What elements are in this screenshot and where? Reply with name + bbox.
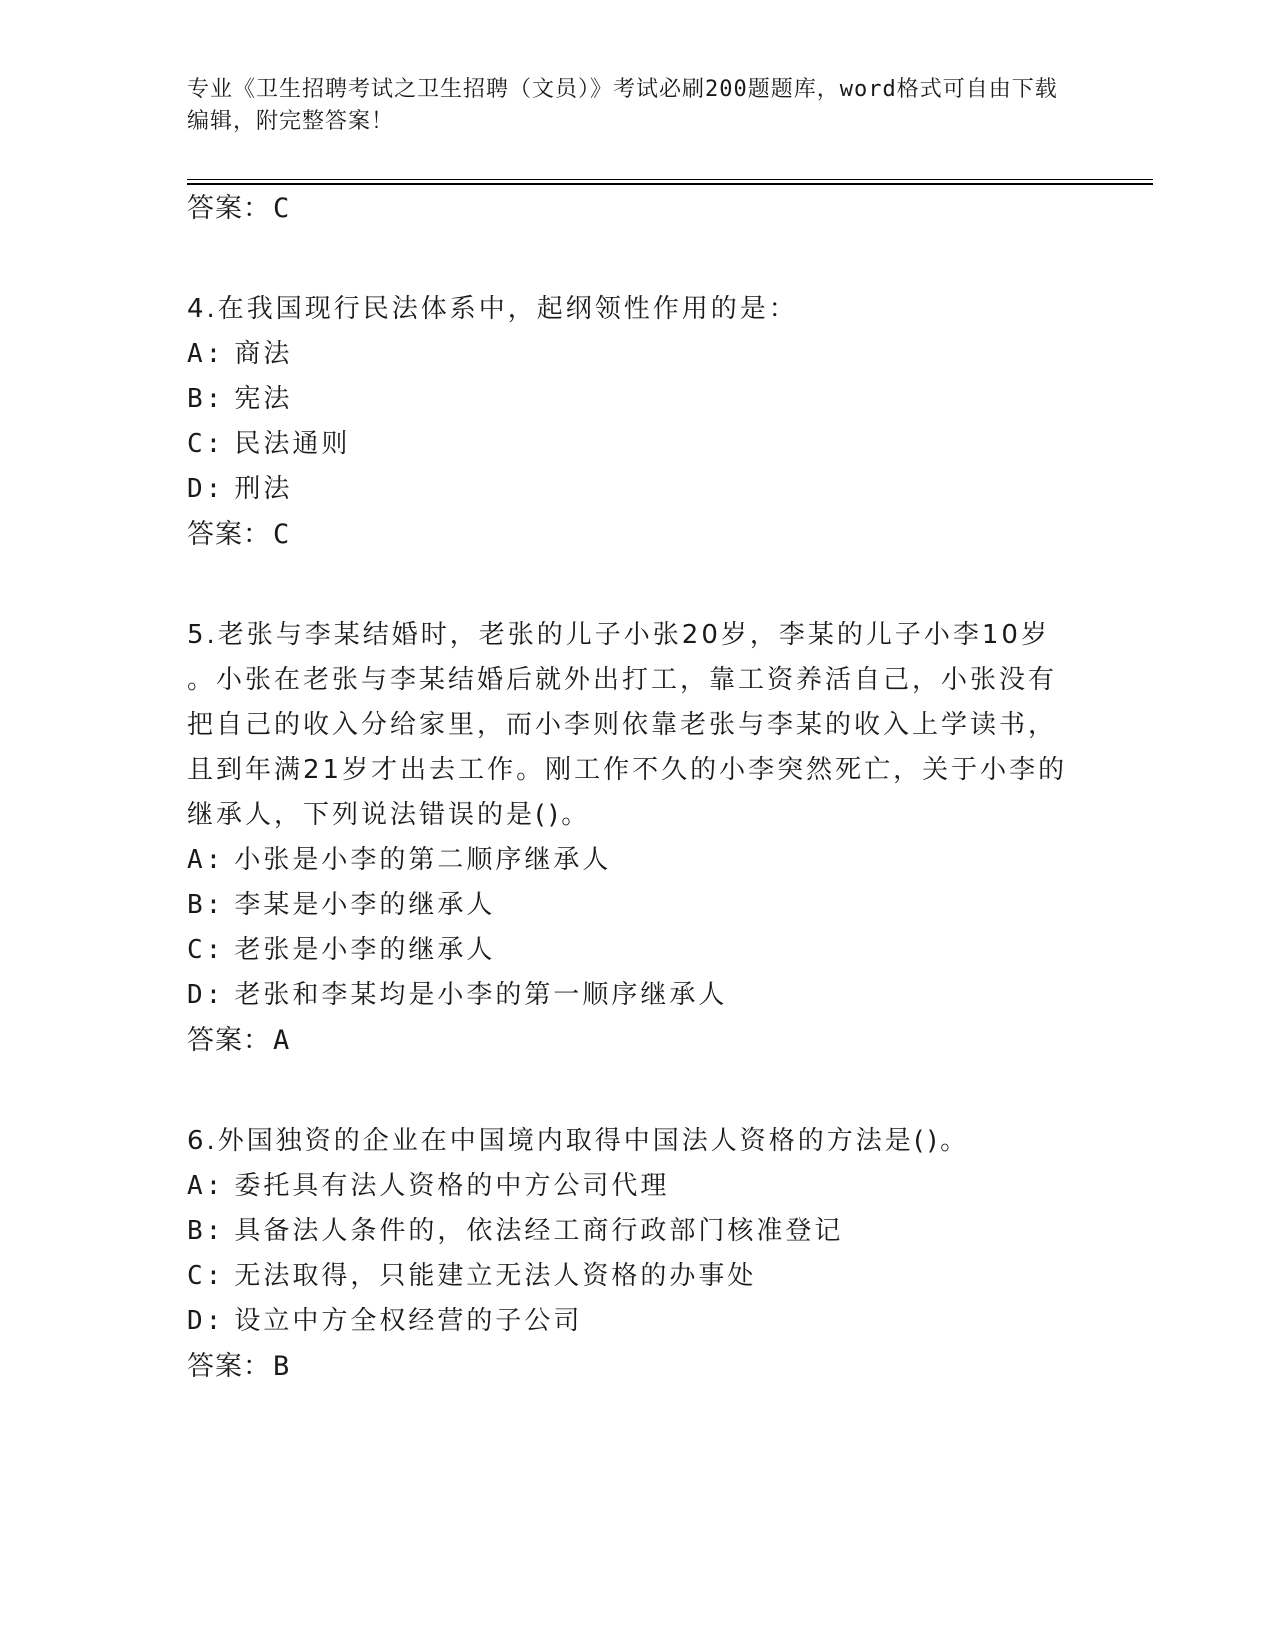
question-block <box>187 1119 1087 1389</box>
option-b: B: 宪法 <box>187 384 293 414</box>
answer-line <box>187 186 1087 231</box>
option-d: D: 设立中方全权经营的子公司 <box>187 1306 583 1336</box>
option-d: D: 刑法 <box>187 474 293 504</box>
answer-label: 答案： <box>187 193 271 224</box>
option-b: B: 李某是小李的继承人 <box>187 890 496 920</box>
answer-label: 答案： <box>187 1025 271 1056</box>
question-text: 。小张在老张与李某结婚后就外出打工，靠工资养活自己，小张没有 <box>187 665 1058 695</box>
option-a: A: 委托具有法人资格的中方公司代理 <box>187 1171 670 1201</box>
question-text: 6.外国独资的企业在中国境内取得中国法人资格的方法是()。 <box>187 1126 970 1156</box>
option-c: C: 老张是小李的继承人 <box>187 935 496 965</box>
answer-value: A <box>273 1025 291 1056</box>
answer-line <box>187 1018 1087 1063</box>
answer-line <box>187 512 1087 557</box>
answer-value: B <box>273 1351 291 1382</box>
question-text: 且到年满21岁才出去工作。刚工作不久的小李突然死亡，关于小李的 <box>187 755 1068 785</box>
question-text: 把自己的收入分给家里，而小李则依靠老张与李某的收入上学读书， <box>187 710 1058 740</box>
answer-value: C <box>273 193 291 224</box>
spacer <box>187 557 1087 613</box>
header-rule-bottom <box>187 183 1153 185</box>
question-block <box>187 613 1087 1063</box>
question-text: 5.老张与李某结婚时，老张的儿子小张20岁，李某的儿子小李10岁 <box>187 620 1050 650</box>
answer-value: C <box>273 519 291 550</box>
question-text: 4.在我国现行民法体系中，起纲领性作用的是： <box>187 294 798 324</box>
answer-label: 答案： <box>187 1351 271 1382</box>
option-a: A: 小张是小李的第二顺序继承人 <box>187 845 612 875</box>
header-rule-top <box>187 179 1153 180</box>
spacer <box>187 231 1087 287</box>
question-block <box>187 287 1087 557</box>
option-c: C: 无法取得，只能建立无法人资格的办事处 <box>187 1261 757 1291</box>
option-a: A: 商法 <box>187 339 293 369</box>
spacer <box>187 1063 1087 1119</box>
option-d: D: 老张和李某均是小李的第一顺序继承人 <box>187 980 728 1010</box>
option-b: B: 具备法人条件的，依法经工商行政部门核准登记 <box>187 1216 844 1246</box>
page-header: 专业《卫生招聘考试之卫生招聘（文员）》考试必刷200题题库，word格式可自由下载编辑，附完整答案！ <box>187 77 1058 134</box>
question-text: 继承人，下列说法错误的是()。 <box>187 800 591 830</box>
answer-line <box>187 1344 1087 1389</box>
answer-label: 答案： <box>187 519 271 550</box>
option-c: C: 民法通则 <box>187 429 351 459</box>
question-list <box>187 186 1087 1389</box>
